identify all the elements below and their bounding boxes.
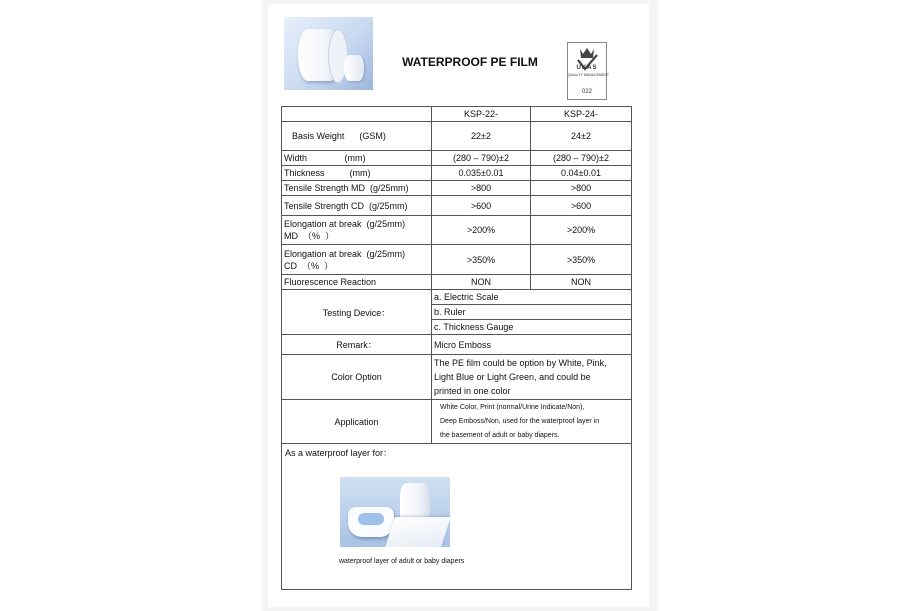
row-label-tensile-cd: Tensile Strength CD (g/25mm) <box>282 196 432 216</box>
ukas-name: UKAS <box>576 65 598 71</box>
cell-value: >350% <box>432 245 531 275</box>
label-line: CD （% ） <box>284 260 334 271</box>
table-row <box>282 400 632 444</box>
text-line: Light Blue or Light Green, and could be <box>434 372 591 382</box>
cell-value: >800 <box>432 181 531 196</box>
table-row <box>282 335 632 355</box>
row-label-thickness: Thickness (mm) <box>282 166 432 181</box>
cell-value: 24±2 <box>531 122 632 151</box>
cell-value: >600 <box>531 196 632 216</box>
label-line: Elongation at break (g/25mm) <box>284 219 406 229</box>
ukas-logo <box>567 42 607 100</box>
testing-device-label: Testing Device： <box>282 290 432 335</box>
color-option-label: Color Option <box>282 355 432 400</box>
testing-device-item: a. Electric Scale <box>432 290 632 305</box>
table-row <box>282 275 632 290</box>
application-label: Application <box>282 400 432 444</box>
text-line: the basement of adult or baby diapers. <box>440 431 560 439</box>
row-label-tensile-md: Tensile Strength MD (g/25mm) <box>282 181 432 196</box>
cell-value: (280 – 790)±2 <box>432 151 531 166</box>
label-line: MD （% ） <box>284 231 335 241</box>
usage-label: As a waterproof layer for： <box>285 448 393 458</box>
cell-value: 0.035±0.01 <box>432 166 531 181</box>
cell-value: NON <box>432 275 531 290</box>
cell-value: >200% <box>531 216 632 245</box>
table-row <box>282 245 632 275</box>
row-label-fluorescence: Fluorescence Reaction <box>282 275 432 290</box>
remark-value: Micro Emboss <box>432 335 632 355</box>
remark-label: Remark： <box>282 335 432 355</box>
col-header-ksp22: KSP-22- <box>432 107 531 122</box>
application-value <box>432 400 632 444</box>
table-row <box>282 181 632 196</box>
cell-value: (280 – 790)±2 <box>531 151 632 166</box>
header-empty-cell <box>282 107 432 122</box>
table-row <box>282 196 632 216</box>
text-line: White Color, Print (normal/Urine Indicate/Non), <box>440 403 585 411</box>
row-label-elongation-md <box>282 216 432 245</box>
cell-value: >200% <box>432 216 531 245</box>
film-sheet-shape <box>385 517 450 547</box>
table-row <box>282 216 632 245</box>
film-roll-photo <box>284 17 373 90</box>
table-row <box>282 290 632 305</box>
text-line: Deep Emboss/Non, used for the waterproof layer in <box>440 417 600 425</box>
cell-value: 22±2 <box>432 122 531 151</box>
table-row <box>282 166 632 181</box>
table-header-row <box>282 107 632 122</box>
diaper-film-photo <box>340 477 450 547</box>
usage-cell <box>282 444 632 590</box>
document-title: WATERPROOF PE FILM <box>402 55 538 69</box>
table-row <box>282 355 632 400</box>
text-line: printed in one color <box>434 386 511 396</box>
row-label-width: Width (mm) <box>282 151 432 166</box>
film-roll-large <box>298 29 340 81</box>
text-line: The PE film could be option by White, Pink, <box>434 358 607 368</box>
table-row <box>282 122 632 151</box>
row-label-elongation-cd <box>282 245 432 275</box>
film-roll-small <box>344 55 364 81</box>
col-header-ksp24: KSP-24- <box>531 107 632 122</box>
ukas-subtext: QUALITY MANAGEMENT <box>568 73 609 77</box>
diaper-shape <box>348 507 394 537</box>
cell-value: >350% <box>531 245 632 275</box>
cell-value: 0.04±0.01 <box>531 166 632 181</box>
cell-value: >800 <box>531 181 632 196</box>
testing-device-item: b. Ruler <box>432 305 632 320</box>
usage-caption: waterproof layer of adult or baby diapers <box>339 558 465 565</box>
cell-value: >600 <box>432 196 531 216</box>
row-label-basis-weight: Basis Weight (GSM) <box>282 122 432 151</box>
spec-table <box>281 106 632 590</box>
cell-value: NON <box>531 275 632 290</box>
table-row <box>282 151 632 166</box>
testing-device-item: c. Thickness Gauge <box>432 320 632 335</box>
label-line: Elongation at break (g/25mm) <box>284 248 406 259</box>
table-row <box>282 444 632 590</box>
ukas-number: 022 <box>581 89 592 95</box>
color-option-value <box>432 355 632 400</box>
